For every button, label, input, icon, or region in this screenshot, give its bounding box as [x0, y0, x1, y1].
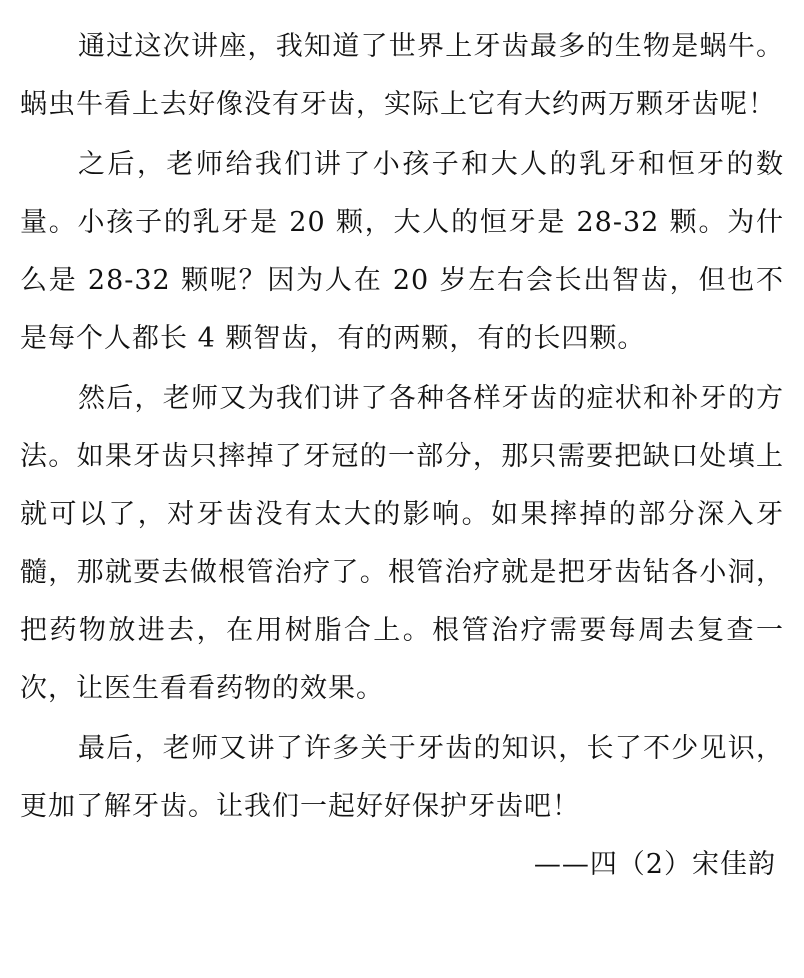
author-signature: ——四（2）宋佳韵 [533, 849, 776, 880]
paragraph-tooth-counts: 之后，老师给我们讲了小孩子和大人的乳牙和恒牙的数量。小孩子的乳牙是 20 颗，大人的恒牙是 28-32 颗。为什么是 28-32 颗呢？因为人在 20 岁左右会长出智齿，但也不是每个人都长 4 颗智齿，有的两颗，有的长四颗。 [20, 149, 784, 354]
paragraph-snail-teeth: 通过这次讲座，我知道了世界上牙齿最多的生物是蜗牛。蜗虫牛看上去好像没有牙齿，实际上它有大约两万颗牙齿呢！ [20, 31, 784, 120]
paragraph-conclusion: 最后，老师又讲了许多关于牙齿的知识，长了不少见识，更加了解牙齿。让我们一起好好保护牙齿吧！ [20, 733, 784, 822]
paragraph-tooth-repair: 然后，老师又为我们讲了各种各样牙齿的症状和补牙的方法。如果牙齿只摔掉了牙冠的一部分，那只需要把缺口处填上就可以了，对牙齿没有太大的影响。如果摔掉的部分深入牙髓，那就要去做根管治疗了。根管治疗就是把牙齿钻各小洞，把药物放进去，在用树脂合上。根管治疗需要每周去复查一次，让医生看看药物的效果。 [20, 383, 784, 704]
essay-document [20, 18, 784, 894]
